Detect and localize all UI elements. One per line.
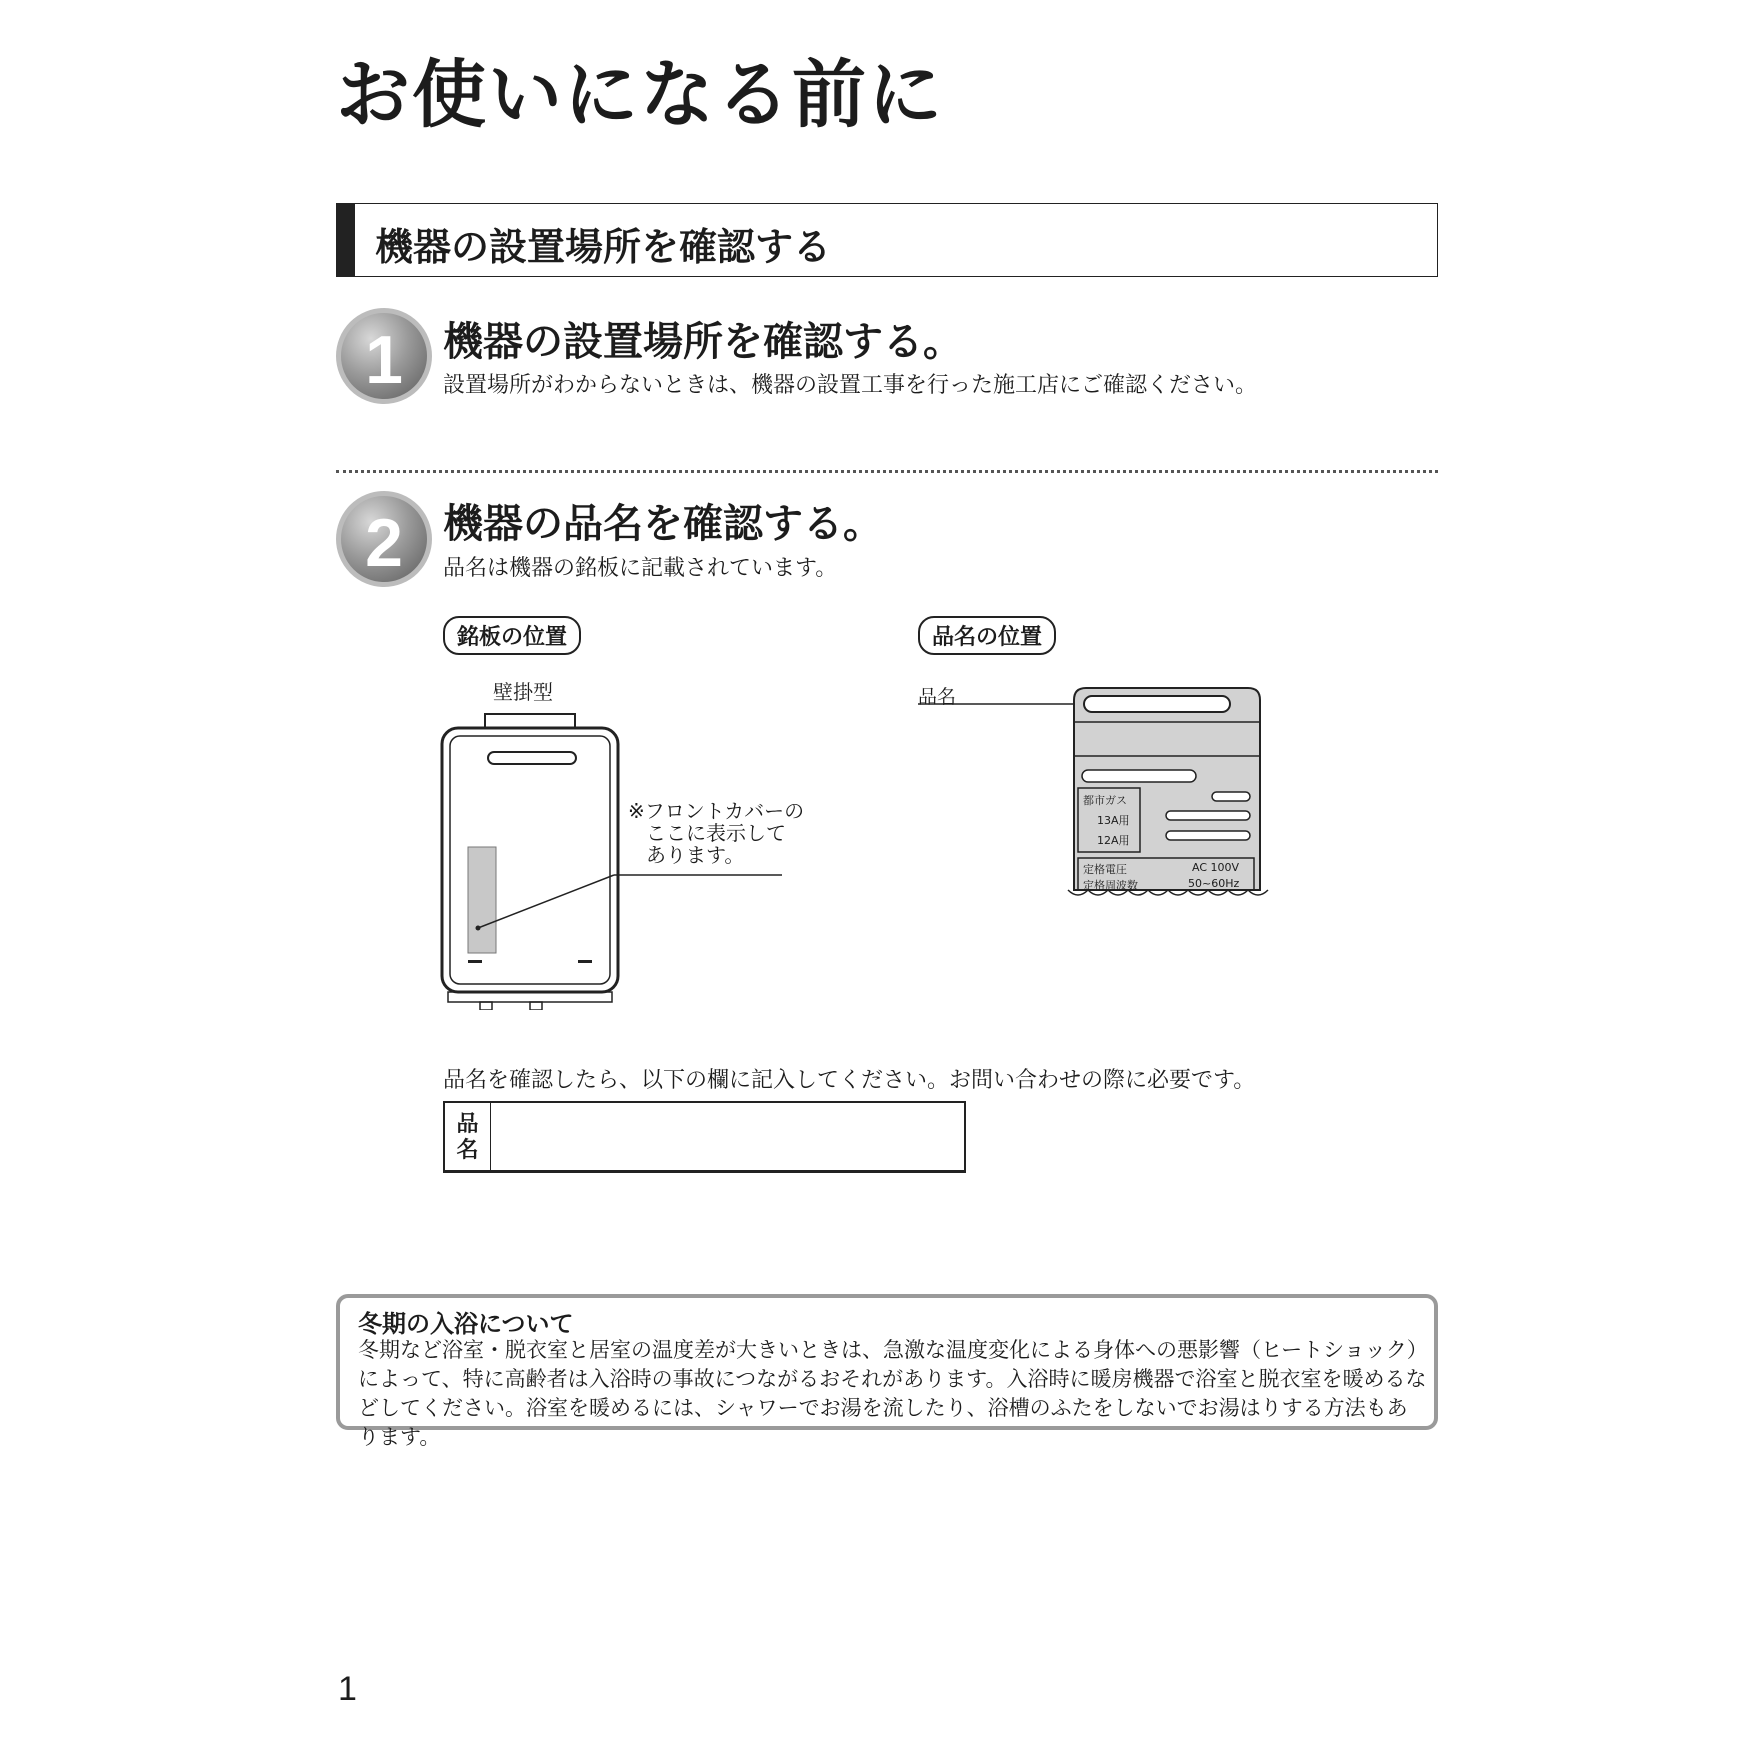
- product-name-record-box[interactable]: [443, 1101, 966, 1173]
- plate-rated-frequency-label: 定格周波数: [1083, 879, 1138, 892]
- nameplate-callout-line-3: あります。: [646, 843, 745, 867]
- product-name-pointer-label: 品名: [918, 686, 957, 708]
- nameplate-callout-line-2: ここに表示して: [646, 821, 786, 845]
- winter-note-body: 冬期など浴室・脱衣室と居室の温度差が大きいときは、急激な温度変化による身体への悪影響（ヒートショック）によって、特に高齢者は入浴時の事故につながるおそれがあります。入浴時に暖房機器で浴室と脱衣室を暖めるなどしてください。浴室を暖めるには、シャワーでお湯を流したり、浴槽のふたをしないでお湯はりする方法もあります。: [358, 1338, 1428, 1449]
- record-label-char-1: 品: [456, 1112, 479, 1137]
- section-heading: [336, 203, 1438, 277]
- step-2-number-badge: [336, 491, 432, 587]
- step-1-title: 機器の設置場所を確認する。: [443, 319, 963, 365]
- plate-gas-option-12a: 12A用: [1097, 834, 1130, 847]
- product-name-record-label: [445, 1103, 491, 1170]
- device-type-label: 壁掛型: [493, 680, 553, 704]
- nameplate-position-label: 銘板の位置: [443, 616, 581, 655]
- step-1-description: 設置場所がわからないときは、機器の設置工事を行った施工店にご確認ください。: [443, 373, 1258, 398]
- plate-rated-voltage-label: 定格電圧: [1083, 863, 1127, 876]
- page-title: お使いになる前に: [336, 52, 944, 138]
- product-name-position-label: 品名の位置: [918, 616, 1056, 655]
- plate-rated-voltage-value: AC 100V: [1192, 861, 1240, 874]
- dotted-divider: [336, 470, 1438, 473]
- plate-rated-frequency-value: 50~60Hz: [1188, 877, 1240, 890]
- step-1-number-badge: [336, 308, 432, 404]
- section-heading-text: 機器の設置場所を確認する: [375, 225, 832, 269]
- step-2-number: 2: [365, 505, 403, 581]
- winter-note-title: 冬期の入浴について: [358, 1310, 574, 1338]
- plate-gas-option-13a: 13A用: [1097, 814, 1130, 827]
- winter-bathing-note: [336, 1294, 1438, 1449]
- section-heading-bar: [337, 204, 355, 276]
- plate-gas-type: 都市ガス: [1083, 794, 1127, 807]
- record-label-char-2: 名: [456, 1138, 479, 1163]
- step-1-number: 1: [365, 322, 403, 398]
- step-2-title: 機器の品名を確認する。: [443, 501, 883, 547]
- nameplate-callout: [628, 800, 804, 866]
- nameplate-callout-line-1: ※フロントカバーの: [628, 799, 805, 823]
- page-number: 1: [338, 1670, 357, 1708]
- record-instruction: 品名を確認したら、以下の欄に記入してください。お問い合わせの際に必要です。: [443, 1068, 1256, 1093]
- step-2-description: 品名は機器の銘板に記載されています。: [443, 556, 838, 581]
